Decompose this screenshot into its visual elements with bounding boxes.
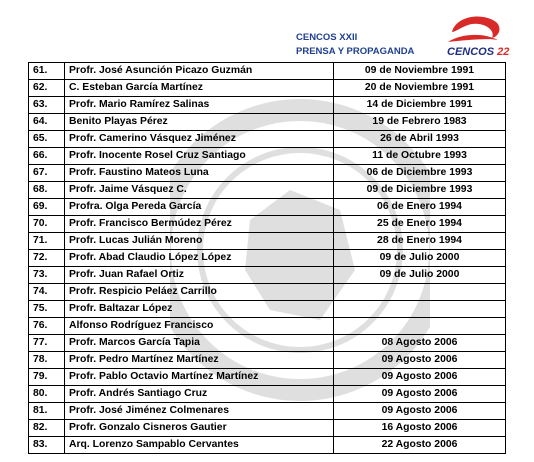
table-row <box>29 63 506 80</box>
row-date <box>334 318 506 335</box>
table-row <box>29 335 506 352</box>
row-number: 83. <box>29 437 65 454</box>
row-name: Profr. José Jiménez Colmenares <box>65 403 334 420</box>
table-row <box>29 114 506 131</box>
row-number: 82. <box>29 420 65 437</box>
table-row <box>29 97 506 114</box>
table-row <box>29 420 506 437</box>
row-date: 09 de Julio 2000 <box>334 267 506 284</box>
table-row <box>29 267 506 284</box>
row-name: Profr. Pedro Martínez Martínez <box>65 352 334 369</box>
row-number: 72. <box>29 250 65 267</box>
row-number: 80. <box>29 386 65 403</box>
row-name: Profr. Abad Claudio López López <box>65 250 334 267</box>
table-row <box>29 403 506 420</box>
row-date: 25 de Enero 1994 <box>334 216 506 233</box>
row-date: 11 de Octubre 1993 <box>334 148 506 165</box>
row-number: 64. <box>29 114 65 131</box>
row-name: Arq. Lorenzo Sampablo Cervantes <box>65 437 334 454</box>
row-number: 75. <box>29 301 65 318</box>
row-name: Profr. Gonzalo Cisneros Gautier <box>65 420 334 437</box>
header-line-2: PRENSA Y PROPAGANDA <box>296 46 415 57</box>
row-date: 19 de Febrero 1983 <box>334 114 506 131</box>
table-row <box>29 284 506 301</box>
table-row <box>29 301 506 318</box>
roster-body <box>29 63 506 454</box>
row-name: Profr. Camerino Vásquez Jiménez <box>65 131 334 148</box>
row-date: 09 Agosto 2006 <box>334 403 506 420</box>
row-date: 09 Agosto 2006 <box>334 369 506 386</box>
row-name: Profr. Faustino Mateos Luna <box>65 165 334 182</box>
row-number: 78. <box>29 352 65 369</box>
row-date <box>334 284 506 301</box>
row-name: Profr. Jaime Vásquez C. <box>65 182 334 199</box>
row-number: 74. <box>29 284 65 301</box>
table-row <box>29 165 506 182</box>
table-row <box>29 318 506 335</box>
row-name: Profr. Andrés Santiago Cruz <box>65 386 334 403</box>
row-date: 16 Agosto 2006 <box>334 420 506 437</box>
row-name: Profr. Pablo Octavio Martínez Martínez <box>65 369 334 386</box>
row-name: Profra. Olga Pereda García <box>65 199 334 216</box>
row-name: Profr. José Asunción Picazo Guzmán <box>65 63 334 80</box>
table-row <box>29 80 506 97</box>
table-row <box>29 182 506 199</box>
row-number: 69. <box>29 199 65 216</box>
roster-table <box>28 62 506 454</box>
logo-wordmark <box>447 46 509 58</box>
row-date: 26 de Abril 1993 <box>334 131 506 148</box>
table-row <box>29 386 506 403</box>
logo-text: CENCOS <box>447 46 495 58</box>
row-name: Profr. Respicio Peláez Carrillo <box>65 284 334 301</box>
table-row <box>29 216 506 233</box>
row-date: 09 de Diciembre 1993 <box>334 182 506 199</box>
row-date: 28 de Enero 1994 <box>334 233 506 250</box>
row-number: 61. <box>29 63 65 80</box>
row-name: Alfonso Rodríguez Francisco <box>65 318 334 335</box>
table-row <box>29 148 506 165</box>
table-row <box>29 437 506 454</box>
row-number: 71. <box>29 233 65 250</box>
row-number: 81. <box>29 403 65 420</box>
row-number: 70. <box>29 216 65 233</box>
header-title <box>296 31 436 59</box>
table-row <box>29 352 506 369</box>
row-date: 08 Agosto 2006 <box>334 335 506 352</box>
row-number: 68. <box>29 182 65 199</box>
row-date <box>334 301 506 318</box>
row-number: 76. <box>29 318 65 335</box>
row-date: 09 de Noviembre 1991 <box>334 63 506 80</box>
row-date: 09 Agosto 2006 <box>334 352 506 369</box>
table-row <box>29 199 506 216</box>
row-date: 22 Agosto 2006 <box>334 437 506 454</box>
row-date: 14 de Diciembre 1991 <box>334 97 506 114</box>
row-number: 79. <box>29 369 65 386</box>
header-line-1: CENCOS XXII <box>296 32 358 43</box>
logo-number: 22 <box>497 46 510 58</box>
row-number: 65. <box>29 131 65 148</box>
row-name: C. Esteban García Martínez <box>65 80 334 97</box>
row-date: 06 de Enero 1994 <box>334 199 506 216</box>
row-name: Profr. Juan Rafael Ortiz <box>65 267 334 284</box>
row-number: 63. <box>29 97 65 114</box>
table-row <box>29 131 506 148</box>
row-name: Profr. Lucas Julián Moreno <box>65 233 334 250</box>
table-row <box>29 233 506 250</box>
row-name: Profr. Mario Ramírez Salinas <box>65 97 334 114</box>
row-name: Benito Playas Pérez <box>65 114 334 131</box>
table-row <box>29 250 506 267</box>
table-row <box>29 369 506 386</box>
row-number: 67. <box>29 165 65 182</box>
row-name: Profr. Inocente Rosel Cruz Santiago <box>65 148 334 165</box>
row-number: 77. <box>29 335 65 352</box>
row-date: 20 de Noviembre 1991 <box>334 80 506 97</box>
row-number: 73. <box>29 267 65 284</box>
row-name: Profr. Marcos García Tapia <box>65 335 334 352</box>
row-date: 09 de Julio 2000 <box>334 250 506 267</box>
row-number: 66. <box>29 148 65 165</box>
row-name: Profr. Baltazar López <box>65 301 334 318</box>
row-number: 62. <box>29 80 65 97</box>
row-name: Profr. Francisco Bermúdez Pérez <box>65 216 334 233</box>
row-date: 06 de Diciembre 1993 <box>334 165 506 182</box>
row-date: 09 Agosto 2006 <box>334 386 506 403</box>
